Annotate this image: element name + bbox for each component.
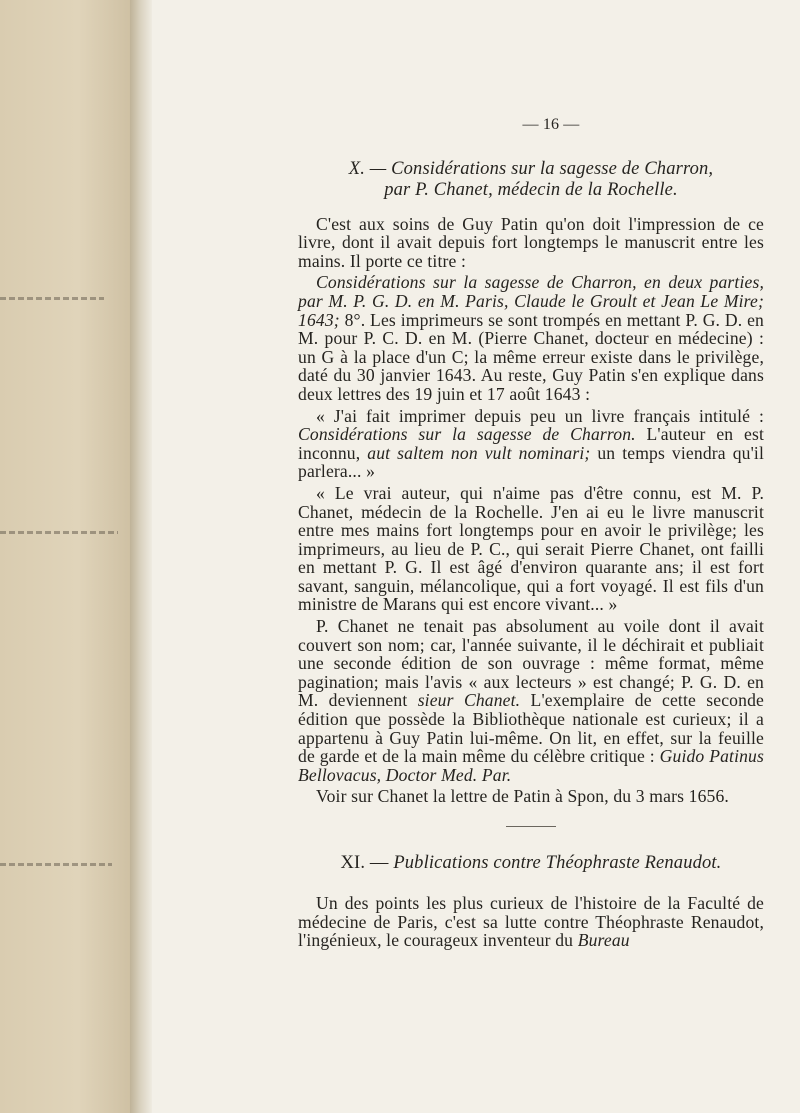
section-title: Publications contre Théophraste Renaudot. <box>393 853 722 873</box>
italic-word: Bureau <box>577 930 630 951</box>
section-divider <box>506 826 556 827</box>
bleed-through-mark <box>0 863 112 866</box>
section-number: XI. — <box>340 853 394 873</box>
book-title: Considérations sur la sagesse de Charron, en deux parties, par M. P. G. D. en M. Paris, Claude le Groult et Jean Le Mire; 1643; <box>298 272 764 330</box>
paragraph <box>298 273 764 403</box>
facing-page <box>0 0 130 1113</box>
section-xi-heading <box>298 853 764 874</box>
bleed-through-mark <box>0 531 118 534</box>
text-run: P. Chanet ne tenait pas absolument au voile dont il avait couvert son nom; car, l'année suivante, il le déchirait et publiait une seconde édition de son ouvrage : même format, même pagination; mais l'avis « aux lecteurs » est changé; P. G. D. en M. deviennent <box>298 616 764 711</box>
quotation <box>298 407 764 481</box>
page-number: — 16 — <box>522 116 580 133</box>
quotation: « Le vrai auteur, qui n'aime pas d'être connu, est M. P. Chanet, médecin de la Rochelle. J'en ai eu le livre manuscrit entre mes mains fort longtemps pour en avoir le privilège; les imprimeurs, au lieu de P. C., qui serait Pierre Chanet, ont failli en mettant P. G. Il est âgé d'environ quarante ans; il est fort savant, sanguin, mélancolique, qui a fort voyagé. Il est fils d'un ministre de Marans qui est encore vivant... » <box>298 482 764 615</box>
name-phrase: sieur Chanet. <box>417 690 521 711</box>
text-run: « J'ai fait imprimer depuis peu un livre français intitulé : <box>316 405 764 426</box>
text-run: 8°. Les imprimeurs se sont trompés en mettant P. G. D. en M. pour P. C. D. en M. (Pierre Chanet, docteur en médecine) : un G à la place d'un C; la même erreur existe dans le privilège, daté du 30 janvier 1643. Au reste, Guy Patin s'en explique dans deux lettres des 19 juin et 17 août 1643 : <box>298 309 764 404</box>
section-x-heading <box>298 159 764 201</box>
paragraph <box>298 894 764 950</box>
text-run: un temps viendra qu'il parlera... » <box>298 442 764 482</box>
paragraph <box>298 617 764 784</box>
text-run: Un des points les plus curieux de l'histoire de la Faculté de médecine de Paris, c'est sa lutte contre Théophraste Renaudot, l'ingénieux, le courageux inventeur du <box>298 893 764 951</box>
text-run: L'auteur en est inconnu, <box>298 424 764 463</box>
heading-line: par P. Chanet, médecin de la Rochelle. <box>384 179 678 200</box>
text-run: L'exemplaire de cette seconde édition que possède la Bibliothèque nationale est curieux; il a appartenu à Guy Patin lui-même. On lit, en effet, sur la feuille de garde et de la main même du célèbre critique : <box>298 690 764 767</box>
latin-phrase: Guido Patinus Bellovacus, Doctor Med. Par. <box>298 746 764 785</box>
heading-line: X. — Considérations sur la sagesse de Charron, <box>348 158 714 179</box>
bleed-through-mark <box>0 297 104 300</box>
book-title: Considérations sur la sagesse de Charron. <box>298 424 636 445</box>
paragraph: C'est aux soins de Guy Patin qu'on doit l'impression de ce livre, dont il avait depuis fort longtemps le manuscrit entre les mains. Il porte ce titre : <box>298 213 764 271</box>
page-text <box>298 116 764 950</box>
latin-phrase: aut saltem non vult nominari; <box>367 442 591 463</box>
paragraph: Voir sur Chanet la lettre de Patin à Spon, du 3 mars 1656. <box>316 786 729 807</box>
book-gutter <box>130 0 152 1113</box>
